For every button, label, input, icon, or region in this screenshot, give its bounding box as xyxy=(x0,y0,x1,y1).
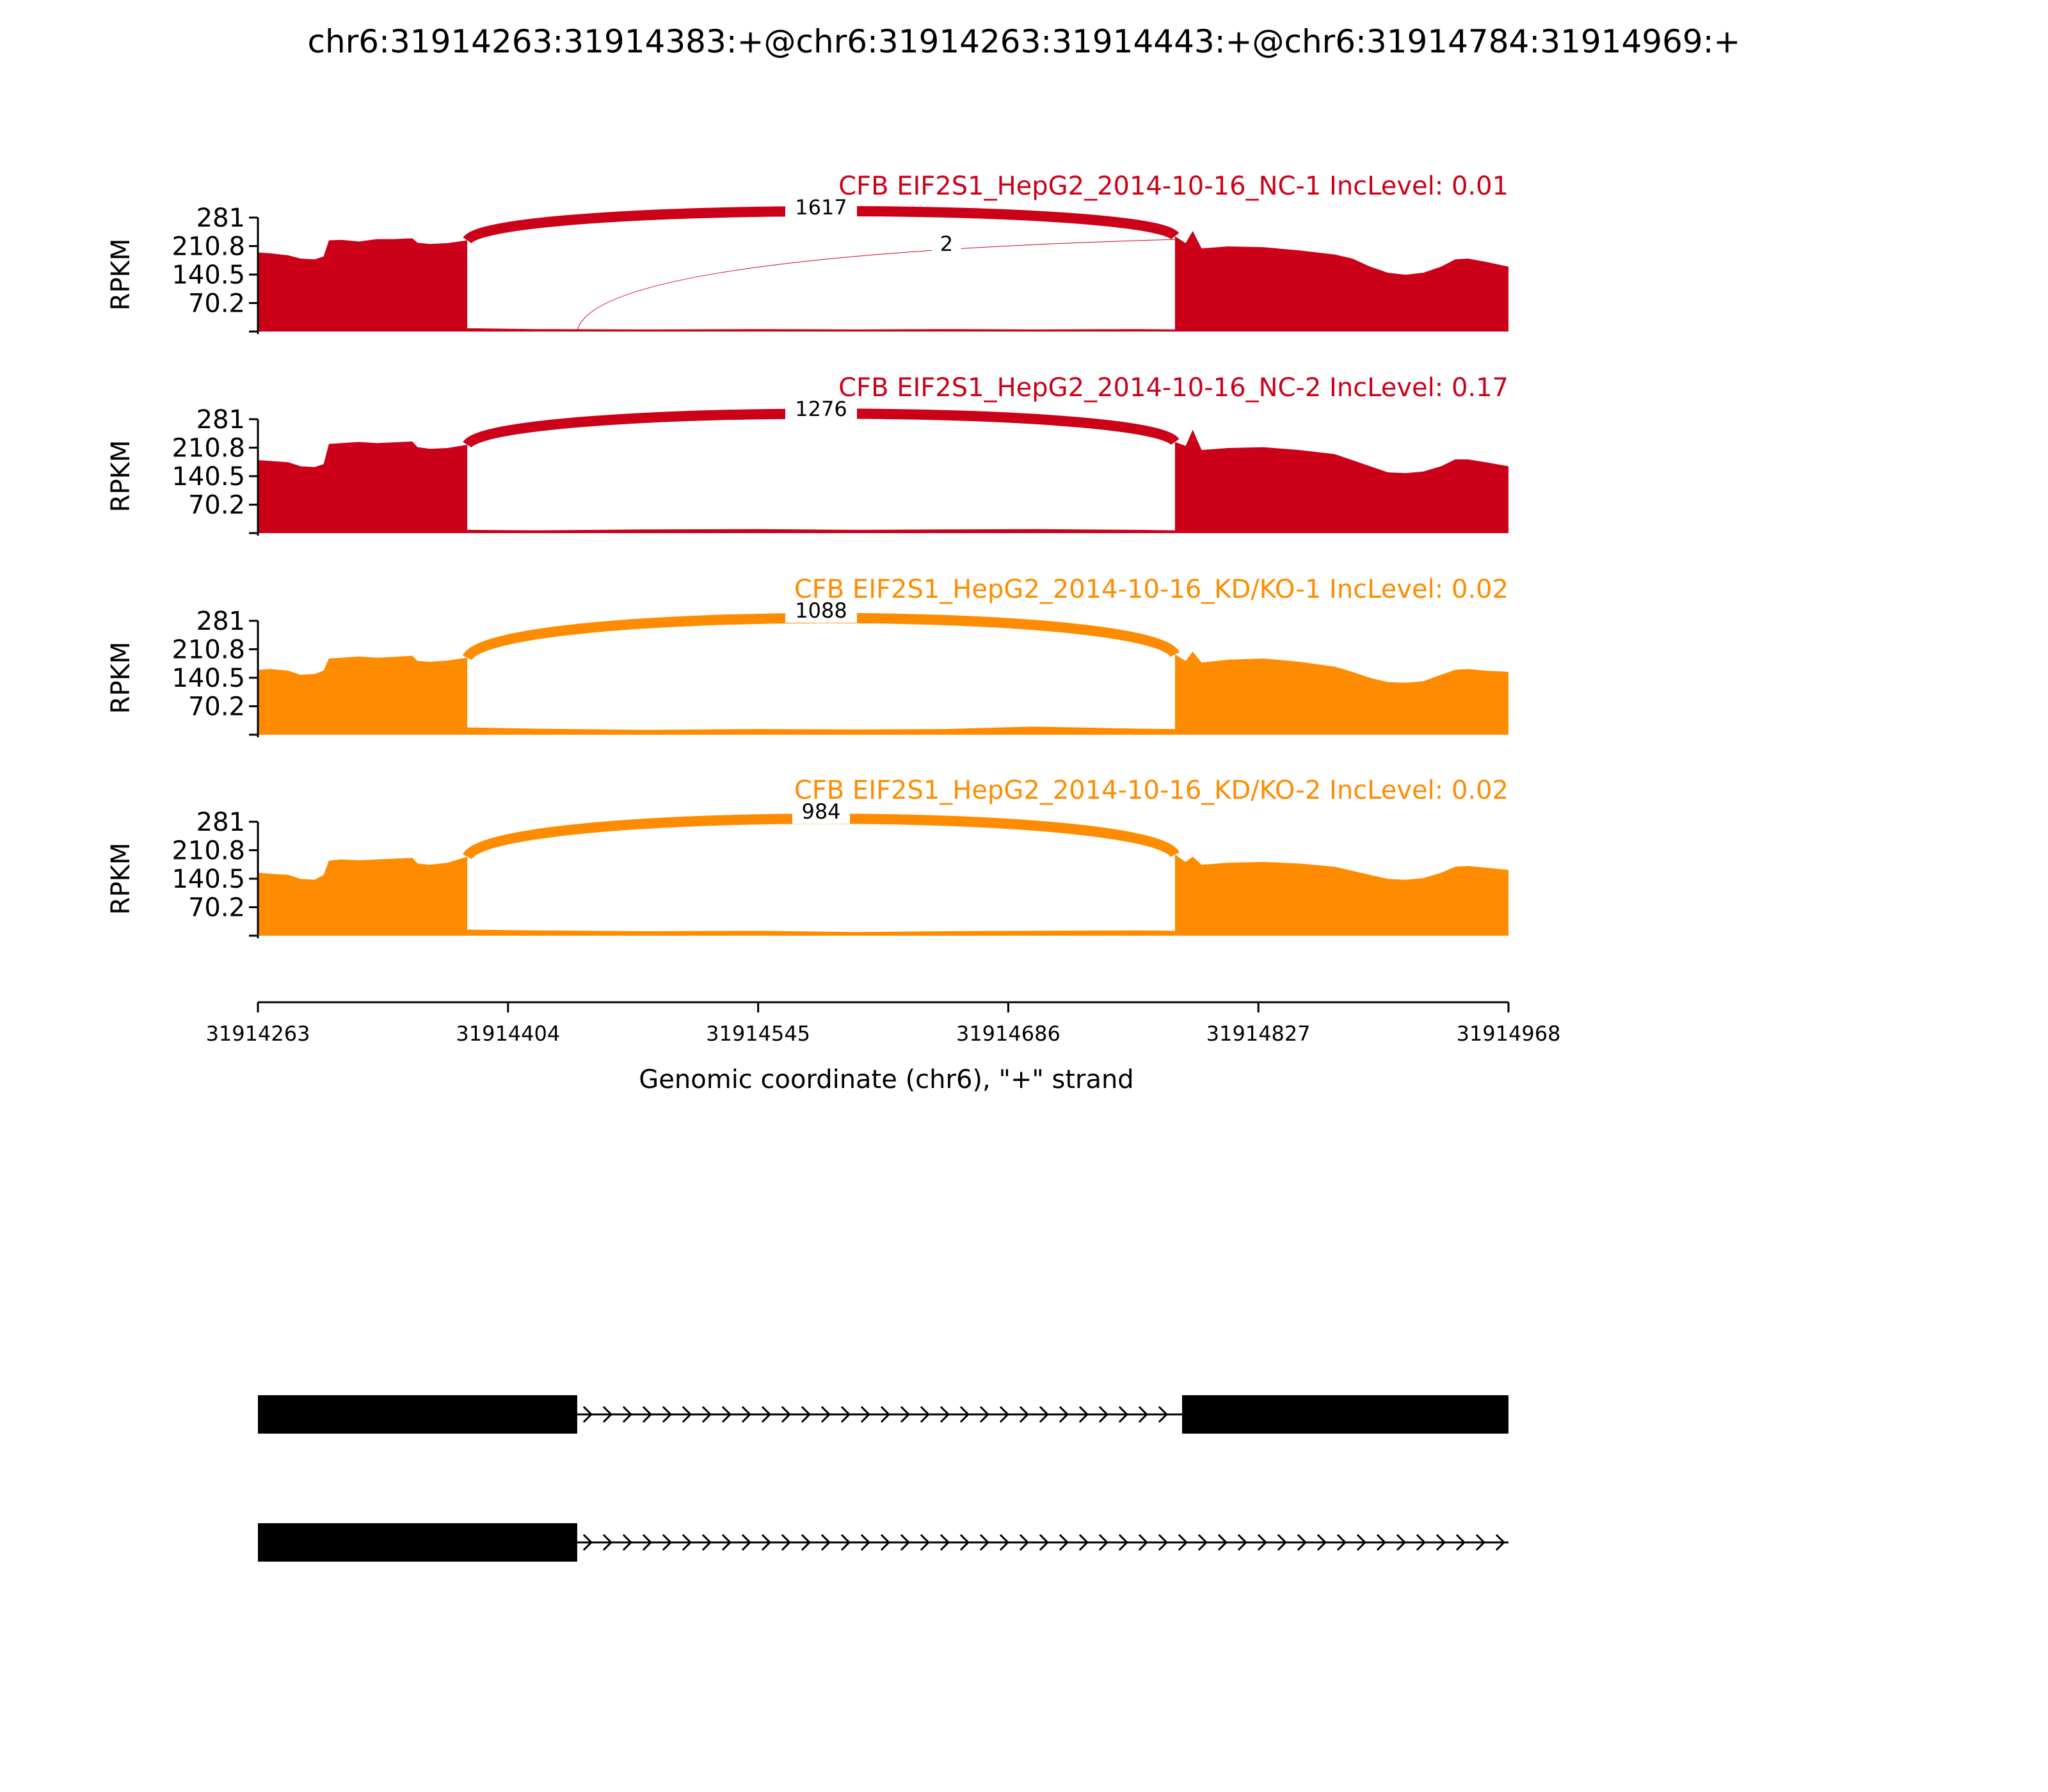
exon-block xyxy=(258,1523,577,1562)
x-tick-label: 31914827 xyxy=(1206,1021,1311,1046)
y-tick-label: 210.8 xyxy=(172,232,245,262)
y-axis-label: RPKM xyxy=(106,842,136,915)
track-panel xyxy=(106,776,1508,938)
x-axis xyxy=(206,1002,1561,1046)
junction-arc xyxy=(577,239,1175,332)
x-tick-label: 31914545 xyxy=(706,1021,811,1046)
coverage-area-exon2 xyxy=(1175,231,1508,332)
transcript-row xyxy=(258,1395,1508,1434)
coverage-area-exon1 xyxy=(258,442,467,533)
y-tick-label: 140.5 xyxy=(172,865,245,894)
y-tick-label: 140.5 xyxy=(172,664,245,693)
coverage-area-exon1 xyxy=(258,238,467,332)
junction-count-label: 1088 xyxy=(795,598,847,623)
y-tick-label: 281 xyxy=(196,808,245,837)
track-panel xyxy=(106,172,1508,334)
y-axis-label: RPKM xyxy=(106,440,136,513)
y-tick-label: 281 xyxy=(196,204,245,233)
y-tick-label: 70.2 xyxy=(188,490,245,520)
track-panel xyxy=(106,575,1508,737)
transcript-models xyxy=(258,1395,1508,1562)
y-tick-label: 70.2 xyxy=(188,893,245,923)
y-tick-label: 140.5 xyxy=(172,462,245,492)
x-tick-label: 31914263 xyxy=(205,1021,310,1046)
y-tick-label: 210.8 xyxy=(172,433,245,463)
exon-block xyxy=(1182,1395,1508,1434)
coverage-area-intron xyxy=(467,726,1175,735)
y-tick-label: 140.5 xyxy=(172,260,245,290)
exon-block xyxy=(258,1395,577,1434)
y-tick-label: 70.2 xyxy=(188,289,245,319)
y-axis-label: RPKM xyxy=(106,641,136,714)
y-tick-label: 281 xyxy=(196,607,245,636)
coverage-area-intron xyxy=(467,930,1175,936)
x-axis-label: Genomic coordinate (chr6), "+" strand xyxy=(639,1065,1134,1094)
junction-arc xyxy=(467,618,1175,658)
sample-label: CFB EIF2S1_HepG2_2014-10-16_NC-1 IncLevel: 0.01 xyxy=(838,172,1508,201)
junction-count-label: 2 xyxy=(940,232,954,256)
x-tick-label: 31914968 xyxy=(1456,1021,1561,1046)
junction-count-label: 1617 xyxy=(795,195,847,220)
coverage-area-exon2 xyxy=(1175,652,1508,735)
coverage-area-intron xyxy=(467,328,1175,332)
coverage-tracks xyxy=(106,172,1508,938)
sample-label: CFB EIF2S1_HepG2_2014-10-16_KD/KO-2 IncLevel: 0.02 xyxy=(794,776,1508,805)
chart-title: chr6:31914263:31914383:+@chr6:31914263:31914443:+@chr6:31914784:31914969:+ xyxy=(307,23,1741,60)
y-tick-label: 70.2 xyxy=(188,692,245,722)
junction-count-label: 1276 xyxy=(795,397,847,421)
x-tick-label: 31914686 xyxy=(956,1021,1060,1046)
coverage-area-intron xyxy=(467,529,1175,533)
junction-arc xyxy=(467,819,1175,856)
track-panel xyxy=(106,373,1508,536)
junction-count-label: 984 xyxy=(801,799,841,824)
sample-label: CFB EIF2S1_HepG2_2014-10-16_NC-2 IncLevel: 0.17 xyxy=(838,373,1508,403)
coverage-area-exon2 xyxy=(1175,854,1508,936)
coverage-area-exon1 xyxy=(258,656,467,735)
y-axis-label: RPKM xyxy=(106,238,136,311)
sample-label: CFB EIF2S1_HepG2_2014-10-16_KD/KO-1 IncLevel: 0.02 xyxy=(794,575,1508,604)
coverage-area-exon2 xyxy=(1175,430,1508,534)
x-tick-label: 31914404 xyxy=(456,1021,561,1046)
coverage-area-exon1 xyxy=(258,857,467,936)
y-tick-label: 281 xyxy=(196,405,245,435)
transcript-row xyxy=(258,1523,1508,1562)
y-tick-label: 210.8 xyxy=(172,635,245,665)
y-tick-label: 210.8 xyxy=(172,836,245,866)
